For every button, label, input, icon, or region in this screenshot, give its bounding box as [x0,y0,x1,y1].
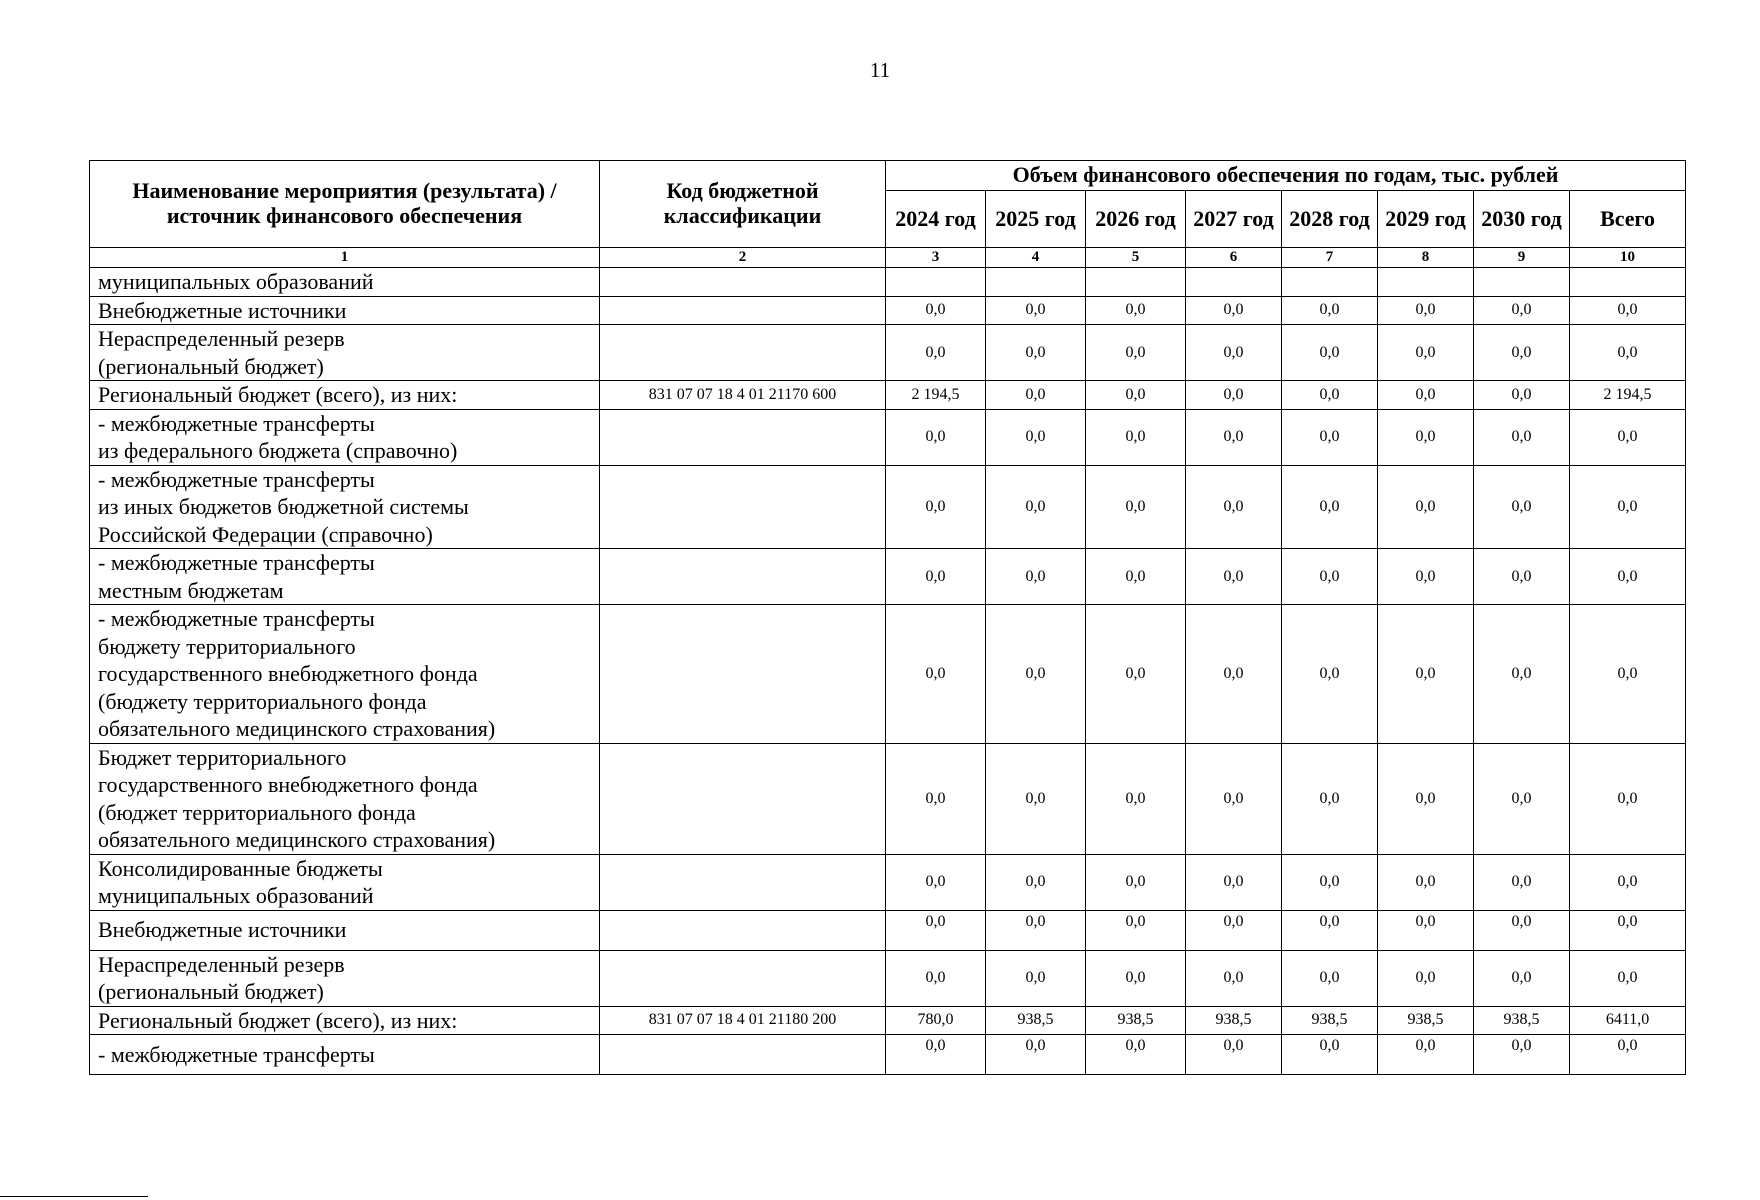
row-code [600,950,886,1006]
row-year-value: 0,0 [1282,381,1378,410]
row-name: Нераспределенный резерв (региональный бюджет) [90,950,600,1006]
column-number: 4 [986,248,1086,268]
row-year-value: 0,0 [1282,549,1378,605]
column-number-row [90,248,1686,268]
row-year-value: 0,0 [1378,605,1474,744]
row-total-value: 0,0 [1570,296,1686,325]
row-year-value: 0,0 [1282,325,1378,381]
row-total-value: 0,0 [1570,549,1686,605]
row-name: Внебюджетные источники [90,296,600,325]
row-name: - межбюджетные трансферты [90,1035,600,1075]
row-year-value: 0,0 [986,381,1086,410]
row-year-value: 0,0 [886,854,986,910]
row-year-value [886,268,986,297]
row-total-value: 0,0 [1570,910,1686,950]
row-total-value [1570,268,1686,297]
table-row [90,854,1686,910]
row-year-value: 2 194,5 [886,381,986,410]
row-year-value: 0,0 [1186,465,1282,549]
row-year-value: 0,0 [1378,743,1474,854]
table-row [90,465,1686,549]
row-year-value: 0,0 [986,605,1086,744]
financing-table [89,160,1686,1075]
row-code [600,854,886,910]
table-row [90,381,1686,410]
row-year-value: 0,0 [1474,409,1570,465]
header-year-2027: 2027 год [1186,191,1282,248]
row-total-value: 0,0 [1570,409,1686,465]
row-year-value: 938,5 [986,1006,1086,1035]
row-total-value: 0,0 [1570,854,1686,910]
row-year-value: 0,0 [1282,910,1378,950]
row-year-value: 0,0 [886,1035,986,1075]
row-year-value: 0,0 [1474,465,1570,549]
header-year-2025: 2025 год [986,191,1086,248]
row-year-value: 0,0 [1186,743,1282,854]
row-year-value: 0,0 [886,950,986,1006]
row-year-value: 0,0 [1186,409,1282,465]
row-name: Бюджет территориального государственного внебюджетного фонда (бюджет территориального фонда обязательного медицинского страхования) [90,743,600,854]
row-code [600,325,886,381]
row-year-value: 0,0 [1474,605,1570,744]
header-code-column: Код бюджетной классификации [600,161,886,248]
row-year-value: 938,5 [1282,1006,1378,1035]
row-year-value: 780,0 [886,1006,986,1035]
header-total: Всего [1570,191,1686,248]
row-year-value: 0,0 [1474,325,1570,381]
row-year-value: 938,5 [1086,1006,1186,1035]
row-year-value: 0,0 [1086,743,1186,854]
row-code [600,549,886,605]
column-number: 3 [886,248,986,268]
table-row [90,549,1686,605]
row-year-value: 0,0 [1378,325,1474,381]
row-code [600,296,886,325]
row-year-value: 0,0 [986,465,1086,549]
table-row [90,268,1686,297]
row-name: муниципальных образований [90,268,600,297]
row-year-value: 0,0 [986,743,1086,854]
row-year-value: 0,0 [1282,743,1378,854]
row-year-value: 0,0 [1186,296,1282,325]
row-year-value: 0,0 [1474,950,1570,1006]
row-year-value: 0,0 [1282,409,1378,465]
row-year-value: 0,0 [1378,854,1474,910]
row-year-value: 938,5 [1186,1006,1282,1035]
row-total-value: 0,0 [1570,465,1686,549]
row-year-value: 0,0 [1186,910,1282,950]
row-code [600,743,886,854]
row-name: Региональный бюджет (всего), из них: [90,1006,600,1035]
header-year-2024: 2024 год [886,191,986,248]
row-year-value: 0,0 [1282,854,1378,910]
row-code [600,465,886,549]
header-year-2029: 2029 год [1378,191,1474,248]
row-year-value: 0,0 [1378,409,1474,465]
row-year-value: 0,0 [1378,1035,1474,1075]
row-code: 831 07 07 18 4 01 21170 600 [600,381,886,410]
row-code [600,1035,886,1075]
header-year-2030: 2030 год [1474,191,1570,248]
column-number: 2 [600,248,886,268]
row-total-value: 0,0 [1570,605,1686,744]
row-year-value: 0,0 [1086,381,1186,410]
row-year-value: 0,0 [1474,910,1570,950]
row-year-value: 0,0 [1086,409,1186,465]
row-year-value: 0,0 [1186,549,1282,605]
column-number: 5 [1086,248,1186,268]
footnote-divider [0,1196,148,1197]
row-total-value: 6411,0 [1570,1006,1686,1035]
header-name-column: Наименование мероприятия (результата) / источник финансового обеспечения [90,161,600,248]
row-total-value: 0,0 [1570,743,1686,854]
row-year-value: 0,0 [886,549,986,605]
row-year-value: 0,0 [1474,743,1570,854]
row-year-value: 0,0 [886,409,986,465]
row-year-value [1474,268,1570,297]
row-year-value: 0,0 [1086,854,1186,910]
row-name: - межбюджетные трансферты из федерального бюджета (справочно) [90,409,600,465]
row-year-value: 0,0 [986,910,1086,950]
table-row [90,409,1686,465]
row-year-value: 0,0 [1282,296,1378,325]
row-code [600,910,886,950]
table-row [90,605,1686,744]
row-year-value: 0,0 [1474,549,1570,605]
row-year-value: 0,0 [986,409,1086,465]
table-row [90,1006,1686,1035]
row-year-value: 938,5 [1474,1006,1570,1035]
row-year-value: 0,0 [1086,325,1186,381]
table-row [90,910,1686,950]
row-year-value: 0,0 [1086,910,1186,950]
table-body [90,268,1686,1075]
table-row [90,1035,1686,1075]
row-year-value: 0,0 [1086,296,1186,325]
row-year-value: 0,0 [986,325,1086,381]
column-number: 1 [90,248,600,268]
row-year-value: 0,0 [1086,605,1186,744]
row-year-value: 0,0 [1186,325,1282,381]
row-year-value: 0,0 [1378,549,1474,605]
table-row [90,950,1686,1006]
row-year-value: 0,0 [1378,296,1474,325]
row-year-value: 0,0 [1282,465,1378,549]
row-year-value: 0,0 [1186,950,1282,1006]
row-name: Нераспределенный резерв (региональный бюджет) [90,325,600,381]
row-year-value: 0,0 [1186,1035,1282,1075]
row-year-value: 0,0 [1086,950,1186,1006]
column-number: 6 [1186,248,1282,268]
row-year-value: 0,0 [986,296,1086,325]
row-year-value: 0,0 [886,743,986,854]
row-year-value [1086,268,1186,297]
row-code [600,409,886,465]
row-name: - межбюджетные трансферты из иных бюджетов бюджетной системы Российской Федерации (справочно) [90,465,600,549]
column-number: 10 [1570,248,1686,268]
row-name: - межбюджетные трансферты бюджету территориального государственного внебюджетного фонда (бюджету территориального фонда обязательного медицинского страхования) [90,605,600,744]
header-year-2028: 2028 год [1282,191,1378,248]
row-name: - межбюджетные трансферты местным бюджетам [90,549,600,605]
row-year-value: 0,0 [1186,605,1282,744]
row-year-value: 0,0 [886,910,986,950]
table-row [90,296,1686,325]
row-year-value: 0,0 [1282,605,1378,744]
row-code: 831 07 07 18 4 01 21180 200 [600,1006,886,1035]
row-year-value: 938,5 [1378,1006,1474,1035]
row-year-value: 0,0 [986,854,1086,910]
row-year-value: 0,0 [1186,854,1282,910]
row-year-value [1282,268,1378,297]
row-code [600,268,886,297]
row-year-value: 0,0 [1086,465,1186,549]
row-year-value: 0,0 [986,950,1086,1006]
row-year-value: 0,0 [1474,296,1570,325]
table-row [90,743,1686,854]
row-year-value: 0,0 [1282,950,1378,1006]
row-name: Внебюджетные источники [90,910,600,950]
row-year-value: 0,0 [986,549,1086,605]
row-code [600,605,886,744]
row-year-value: 0,0 [1378,465,1474,549]
column-number: 8 [1378,248,1474,268]
row-year-value: 0,0 [886,296,986,325]
row-name: Консолидированные бюджеты муниципальных образований [90,854,600,910]
row-year-value: 0,0 [1474,1035,1570,1075]
header-financing-group: Объем финансового обеспечения по годам, тыс. рублей [886,161,1686,191]
row-year-value: 0,0 [886,605,986,744]
row-year-value: 0,0 [1378,910,1474,950]
row-total-value: 0,0 [1570,325,1686,381]
row-total-value: 2 194,5 [1570,381,1686,410]
column-number: 7 [1282,248,1378,268]
row-year-value: 0,0 [1086,549,1186,605]
row-total-value: 0,0 [1570,1035,1686,1075]
row-year-value: 0,0 [886,465,986,549]
row-name: Региональный бюджет (всего), из них: [90,381,600,410]
row-year-value: 0,0 [986,1035,1086,1075]
row-year-value: 0,0 [1282,1035,1378,1075]
header-year-2026: 2026 год [1086,191,1186,248]
column-number: 9 [1474,248,1570,268]
table-row [90,325,1686,381]
page-number: 11 [869,58,891,82]
row-year-value: 0,0 [1378,381,1474,410]
row-year-value [1378,268,1474,297]
row-year-value: 0,0 [1474,381,1570,410]
row-year-value: 0,0 [1186,381,1282,410]
row-year-value: 0,0 [886,325,986,381]
row-year-value: 0,0 [1474,854,1570,910]
row-year-value [986,268,1086,297]
row-total-value: 0,0 [1570,950,1686,1006]
row-year-value: 0,0 [1378,950,1474,1006]
row-year-value [1186,268,1282,297]
row-year-value: 0,0 [1086,1035,1186,1075]
